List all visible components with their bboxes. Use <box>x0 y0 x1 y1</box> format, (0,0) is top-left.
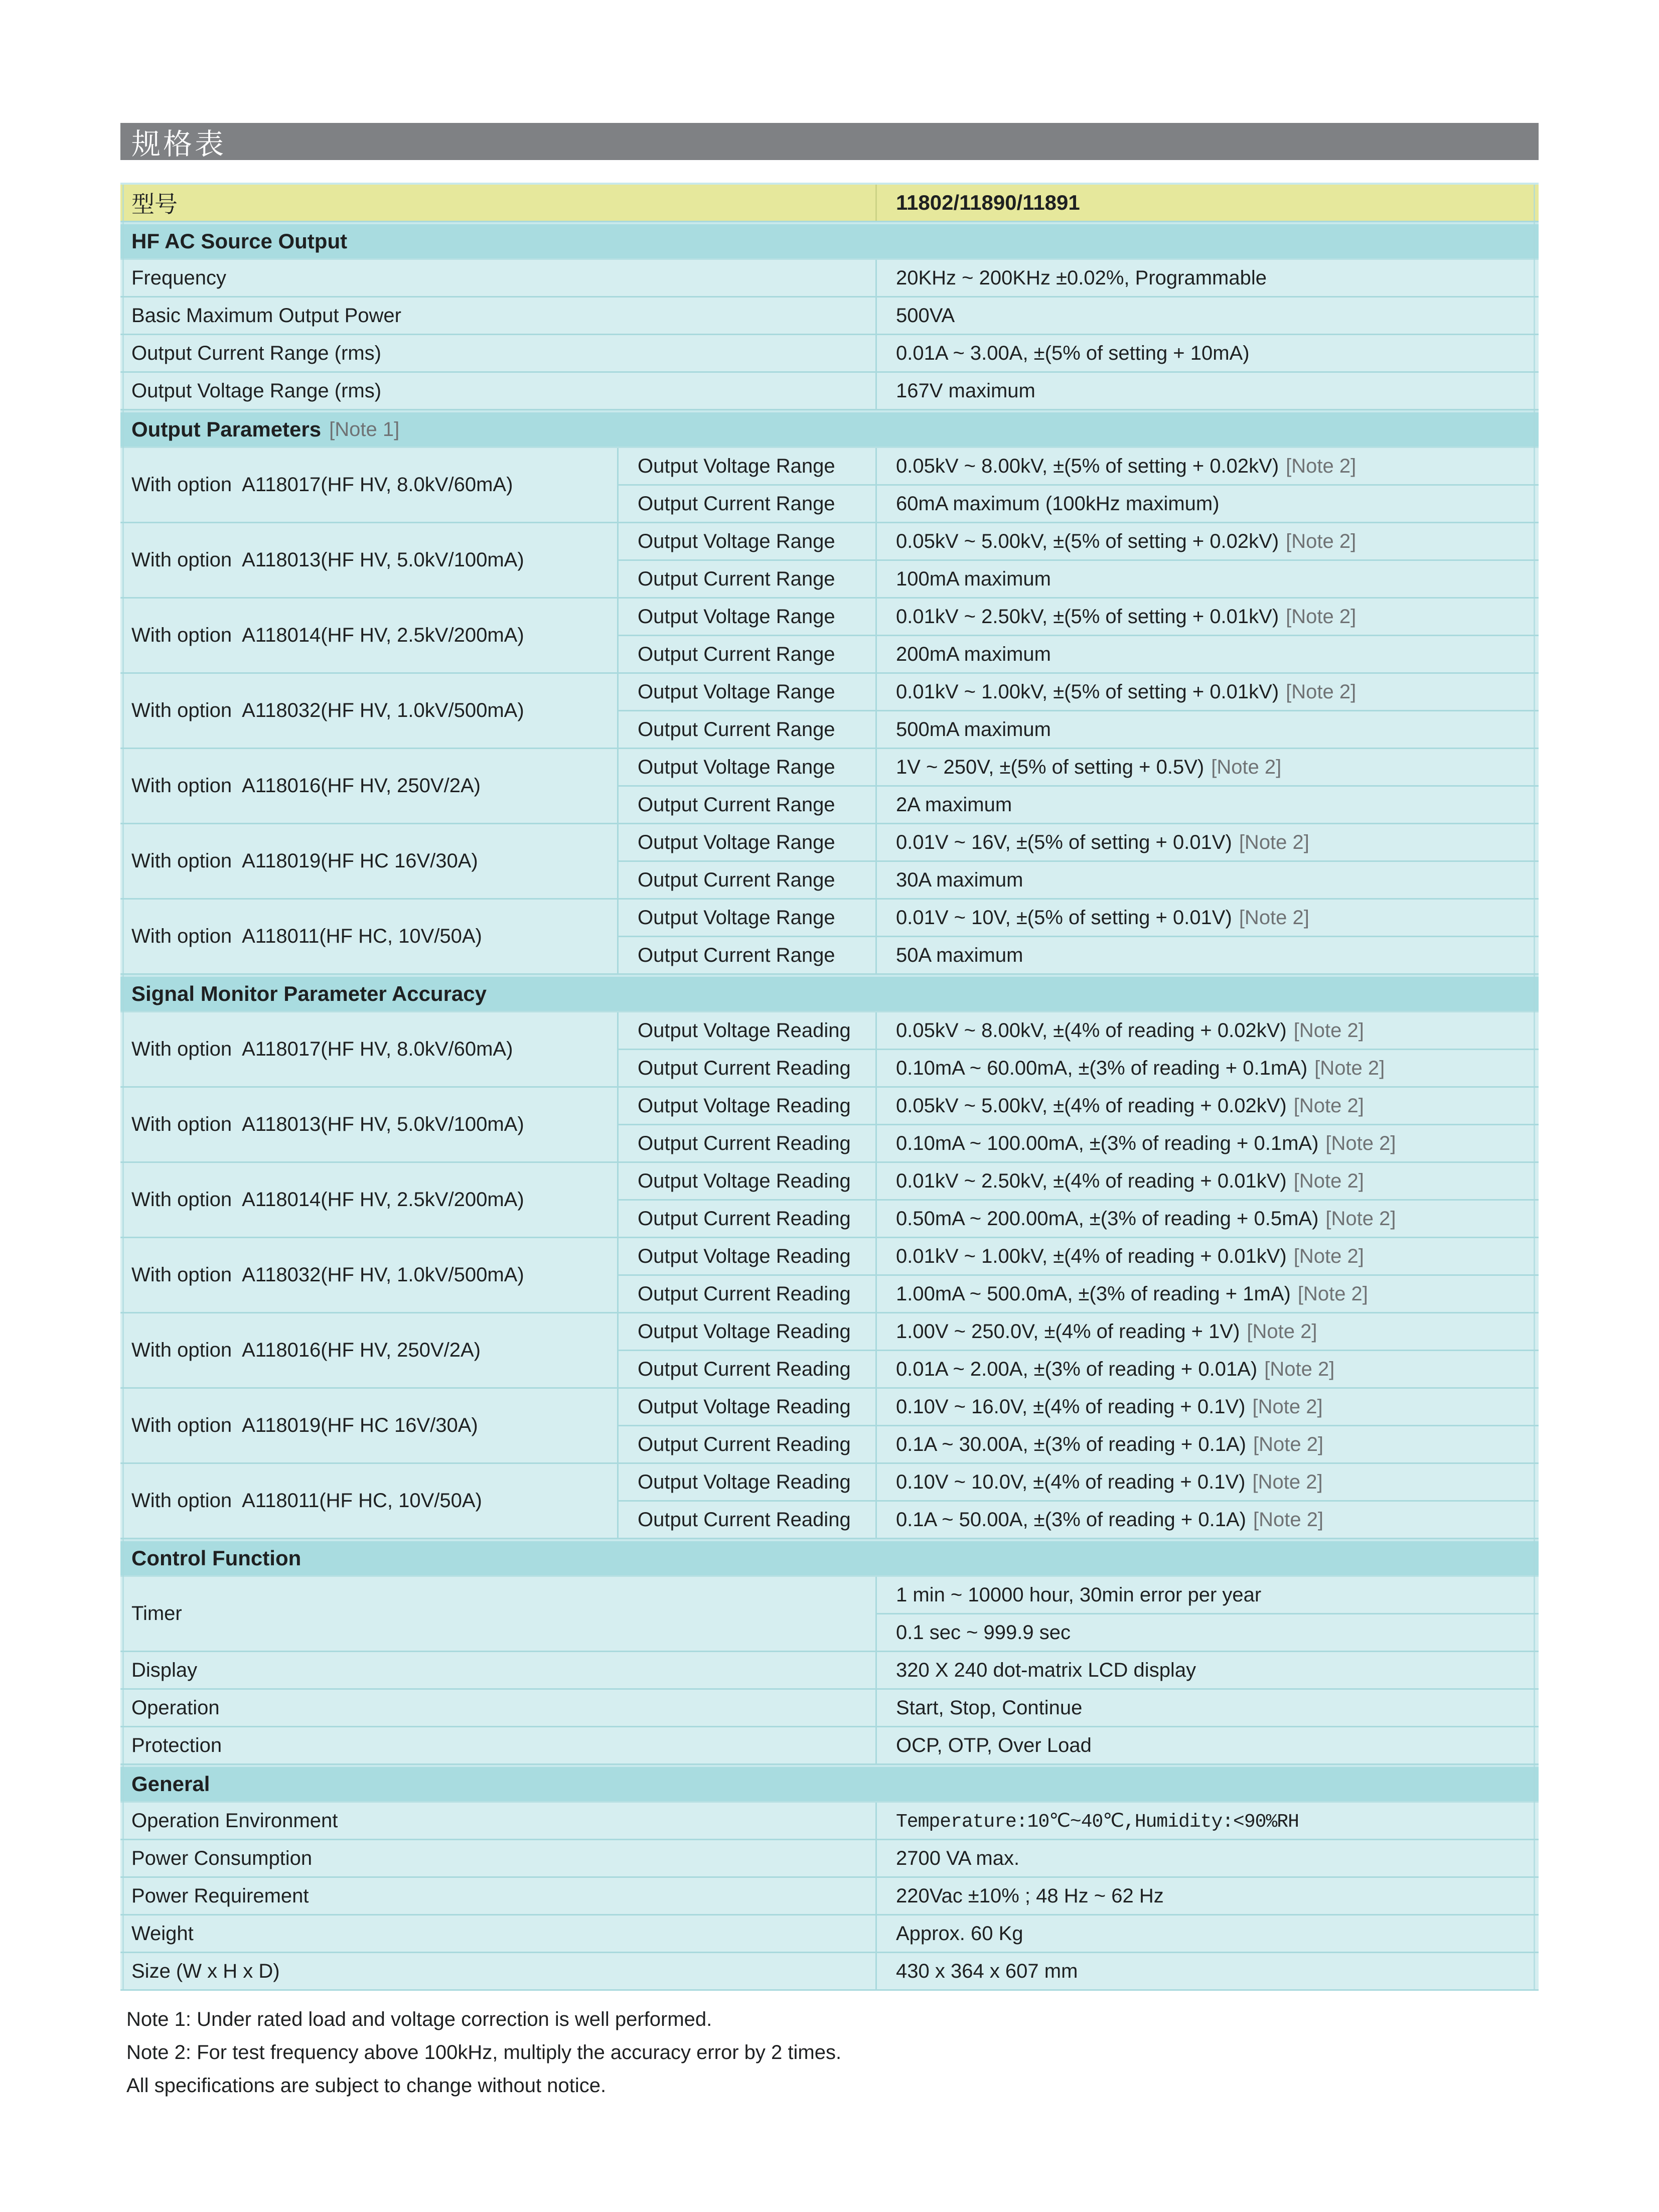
option-label: With option A118016(HF HV, 250V/2A) <box>131 1339 481 1361</box>
sub-row <box>617 936 1539 973</box>
sub-row <box>617 900 1539 936</box>
param-value <box>875 1351 1539 1387</box>
value-text: 0.05kV ~ 5.00kV, ±(5% of setting + 0.02kV) <box>896 530 1279 552</box>
row-label: Frequency <box>131 266 226 289</box>
param-label: Output Voltage Range <box>617 523 875 559</box>
section-title: General <box>131 1772 210 1796</box>
param-value <box>875 486 1539 522</box>
row-label: Timer <box>131 1602 182 1625</box>
value-text: 0.10mA ~ 100.00mA, ±(3% of reading + 0.1mA) <box>896 1132 1319 1154</box>
option-label: With option A118013(HF HV, 5.0kV/100mA) <box>131 549 524 571</box>
row-label: Output Current Range (rms) <box>131 342 381 364</box>
note-ref: [Note 2] <box>1253 1433 1324 1455</box>
param-label: Output Voltage Range <box>617 448 875 484</box>
param-value <box>875 1389 1539 1425</box>
table-row-weight <box>120 1915 1539 1953</box>
param-value <box>875 599 1539 635</box>
param-label: Output Current Range <box>617 711 875 748</box>
sub-row <box>617 599 1539 635</box>
title-bar <box>120 123 1539 160</box>
page-title: 规格表 <box>131 127 227 161</box>
param-label: Output Current Reading <box>617 1351 875 1387</box>
param-value <box>875 1502 1539 1538</box>
monitor-group-a118013 <box>120 1088 1539 1163</box>
param-label: Output Current Reading <box>617 1201 875 1237</box>
option-group-a118014 <box>120 599 1539 674</box>
value-text: 60mA maximum (100kHz maximum) <box>896 492 1220 515</box>
param-value <box>875 1163 1539 1199</box>
sub-row <box>617 860 1539 898</box>
footnote-2: Note 2: For test frequency above 100kHz, multiply the accuracy error by 2 times. <box>126 2041 842 2063</box>
param-value <box>875 711 1539 748</box>
sub-row <box>617 710 1539 748</box>
sub-row <box>617 1464 1539 1500</box>
param-value <box>875 1201 1539 1237</box>
param-label: Output Current Reading <box>617 1125 875 1161</box>
model-row <box>120 185 1539 222</box>
sub-row <box>617 1238 1539 1274</box>
note-ref: [Note 2] <box>1286 530 1356 552</box>
note-ref: [Note 2] <box>1252 1395 1323 1418</box>
param-label: Output Voltage Range <box>617 674 875 710</box>
param-value <box>875 448 1539 484</box>
row-label: Size (W x H x D) <box>131 1960 280 1982</box>
value-text: 2A maximum <box>896 793 1012 816</box>
table-row-operation-environment <box>120 1803 1539 1840</box>
row-value: Temperature:10℃~40℃,Humidity:<90%RH <box>875 1803 1539 1839</box>
table-row-display <box>120 1652 1539 1690</box>
param-label: Output Voltage Range <box>617 900 875 936</box>
param-value <box>875 1276 1539 1312</box>
row-value: Approx. 60 Kg <box>875 1915 1539 1952</box>
sub-row <box>617 1049 1539 1086</box>
option-group-a118013 <box>120 523 1539 599</box>
param-value <box>875 1426 1539 1462</box>
row-value: 0.1 sec ~ 999.9 sec <box>875 1614 1539 1651</box>
option-label: With option A118011(HF HC, 10V/50A) <box>131 925 482 947</box>
sub-row <box>875 1577 1539 1613</box>
value-text: 0.1A ~ 30.00A, ±(3% of reading + 0.1A) <box>896 1433 1246 1455</box>
value-text: 30A maximum <box>896 868 1023 891</box>
param-label: Output Voltage Reading <box>617 1313 875 1350</box>
param-label: Output Voltage Reading <box>617 1389 875 1425</box>
param-value <box>875 787 1539 823</box>
sub-row <box>617 484 1539 522</box>
row-value: 0.01A ~ 3.00A, ±(5% of setting + 10mA) <box>875 335 1539 371</box>
sub-row <box>617 1425 1539 1462</box>
option-group-a118019 <box>120 824 1539 900</box>
option-label: With option A118011(HF HC, 10V/50A) <box>131 1490 482 1512</box>
sub-row <box>617 1274 1539 1312</box>
sub-row <box>617 1163 1539 1199</box>
note-ref: [Note 2] <box>1286 455 1356 477</box>
param-label: Output Voltage Range <box>617 599 875 635</box>
note-ref: [Note 2] <box>1325 1132 1396 1154</box>
row-label: Operation Environment <box>131 1809 338 1832</box>
value-text: 0.05kV ~ 8.00kV, ±(4% of reading + 0.02kV) <box>896 1019 1287 1042</box>
option-label: With option A118032(HF HV, 1.0kV/500mA) <box>131 699 524 721</box>
param-label: Output Current Reading <box>617 1276 875 1312</box>
row-label: Power Consumption <box>131 1847 313 1869</box>
monitor-group-a118016 <box>120 1313 1539 1389</box>
section-title: Signal Monitor Parameter Accuracy <box>131 982 487 1005</box>
param-label: Output Current Range <box>617 561 875 597</box>
option-group-a118016 <box>120 749 1539 824</box>
param-label: Output Current Range <box>617 787 875 823</box>
monitor-group-a118019 <box>120 1389 1539 1464</box>
note-ref: [Note 2] <box>1239 831 1309 853</box>
row-label: Operation <box>131 1696 220 1719</box>
value-text: 0.10V ~ 16.0V, ±(4% of reading + 0.1V) <box>896 1395 1246 1418</box>
row-label: Output Voltage Range (rms) <box>131 379 382 402</box>
section-header-hf-ac-source-output <box>120 222 1539 260</box>
value-text: 0.05kV ~ 5.00kV, ±(4% of reading + 0.02kV) <box>896 1094 1287 1117</box>
value-text: 0.10V ~ 10.0V, ±(4% of reading + 0.1V) <box>896 1470 1246 1493</box>
value-text: 0.05kV ~ 8.00kV, ±(5% of setting + 0.02kV) <box>896 455 1279 477</box>
option-group-a118032 <box>120 674 1539 749</box>
value-text: 0.01A ~ 2.00A, ±(3% of reading + 0.01A) <box>896 1358 1258 1380</box>
table-row-power-requirement <box>120 1878 1539 1915</box>
value-text: 0.50mA ~ 200.00mA, ±(3% of reading + 0.5mA) <box>896 1207 1319 1230</box>
note-ref: [Note 2] <box>1239 906 1309 929</box>
section-header-signal-monitor <box>120 975 1539 1012</box>
value-text: 200mA maximum <box>896 643 1051 665</box>
sub-row <box>617 674 1539 710</box>
param-label: Output Voltage Range <box>617 824 875 860</box>
param-value <box>875 674 1539 710</box>
note-ref: [Note 2] <box>1293 1019 1364 1042</box>
sub-row <box>617 1350 1539 1387</box>
option-label: With option A118016(HF HV, 250V/2A) <box>131 775 481 797</box>
option-label: With option A118032(HF HV, 1.0kV/500mA) <box>131 1264 524 1286</box>
param-value <box>875 1125 1539 1161</box>
param-value <box>875 561 1539 597</box>
model-label: 型号 <box>131 191 178 218</box>
param-value <box>875 824 1539 860</box>
param-label: Output Voltage Reading <box>617 1012 875 1049</box>
table-row-max-output-power <box>120 298 1539 335</box>
monitor-group-a118032 <box>120 1238 1539 1313</box>
note-ref: [Note 2] <box>1264 1358 1335 1380</box>
note-ref: [Note 2] <box>1252 1470 1323 1493</box>
sub-row <box>617 559 1539 597</box>
option-label: With option A118019(HF HC 16V/30A) <box>131 1414 478 1436</box>
sub-row <box>617 1389 1539 1425</box>
option-label: With option A118019(HF HC 16V/30A) <box>131 850 478 872</box>
row-value: Start, Stop, Continue <box>875 1690 1539 1726</box>
option-group-a118017 <box>120 448 1539 523</box>
section-title: HF AC Source Output <box>131 229 348 253</box>
section-header-general <box>120 1765 1539 1803</box>
value-text: 0.01kV ~ 2.50kV, ±(4% of reading + 0.01kV) <box>896 1169 1287 1192</box>
spec-table <box>120 183 1539 1991</box>
row-value: 430 x 364 x 607 mm <box>875 1953 1539 1989</box>
value-text: 0.1A ~ 50.00A, ±(3% of reading + 0.1A) <box>896 1508 1246 1531</box>
row-value: 1 min ~ 10000 hour, 30min error per year <box>875 1577 1539 1613</box>
row-value: 2700 VA max. <box>875 1840 1539 1876</box>
option-label: With option A118017(HF HV, 8.0kV/60mA) <box>131 474 513 496</box>
footnote-3: All specifications are subject to change without notice. <box>126 2075 607 2097</box>
option-group-a118011 <box>120 900 1539 975</box>
row-label: Weight <box>131 1922 194 1945</box>
footnote-1: Note 1: Under rated load and voltage correction is well performed. <box>126 2008 712 2030</box>
param-label: Output Current Range <box>617 636 875 672</box>
option-label: With option A118017(HF HV, 8.0kV/60mA) <box>131 1038 513 1060</box>
note-ref: [Note 2] <box>1286 680 1356 703</box>
table-row-power-consumption <box>120 1840 1539 1878</box>
table-row-protection <box>120 1727 1539 1765</box>
param-value <box>875 1012 1539 1049</box>
row-value: 220Vac ±10% ; 48 Hz ~ 62 Hz <box>875 1878 1539 1914</box>
sub-row <box>617 523 1539 559</box>
monitor-group-a118011 <box>120 1464 1539 1539</box>
param-label: Output Current Reading <box>617 1426 875 1462</box>
param-value <box>875 523 1539 559</box>
note-ref: [Note 2] <box>1325 1207 1396 1230</box>
monitor-group-a118017 <box>120 1012 1539 1088</box>
param-value <box>875 1464 1539 1500</box>
param-value <box>875 636 1539 672</box>
note-ref: [Note 2] <box>1314 1057 1385 1079</box>
param-label: Output Current Range <box>617 486 875 522</box>
param-value <box>875 1238 1539 1274</box>
section-title: Control Function <box>131 1546 301 1570</box>
note-ref: [Note 2] <box>1211 756 1282 778</box>
value-text: 50A maximum <box>896 944 1023 966</box>
sub-row <box>617 448 1539 484</box>
value-text: 0.01V ~ 10V, ±(5% of setting + 0.01V) <box>896 906 1232 929</box>
row-value: 320 X 240 dot-matrix LCD display <box>875 1652 1539 1688</box>
value-text: 1.00V ~ 250.0V, ±(4% of reading + 1V) <box>896 1320 1240 1343</box>
value-text: 0.01V ~ 16V, ±(5% of setting + 0.01V) <box>896 831 1232 853</box>
table-row-output-current-range <box>120 335 1539 373</box>
param-value <box>875 900 1539 936</box>
sub-row <box>617 1012 1539 1049</box>
footnotes <box>126 2003 841 2102</box>
value-text: 500mA maximum <box>896 718 1051 741</box>
sub-row <box>617 1088 1539 1124</box>
param-value <box>875 1313 1539 1350</box>
row-value: 20KHz ~ 200KHz ±0.02%, Programmable <box>875 260 1539 296</box>
sub-row <box>617 749 1539 785</box>
row-value: OCP, OTP, Over Load <box>875 1727 1539 1763</box>
section-header-control-function <box>120 1539 1539 1577</box>
sub-row <box>617 1313 1539 1350</box>
note-ref: [Note 2] <box>1293 1094 1364 1117</box>
note-ref: [Note 2] <box>1247 1320 1317 1343</box>
value-text: 1V ~ 250V, ±(5% of setting + 0.5V) <box>896 756 1204 778</box>
section-note-ref: [Note 1] <box>329 418 400 440</box>
note-ref: [Note 2] <box>1293 1245 1364 1267</box>
table-row-operation <box>120 1690 1539 1727</box>
sub-row <box>617 1199 1539 1237</box>
sub-row <box>617 635 1539 672</box>
param-label: Output Current Reading <box>617 1050 875 1086</box>
sub-row <box>617 1124 1539 1161</box>
row-label: Basic Maximum Output Power <box>131 304 401 327</box>
param-label: Output Voltage Range <box>617 749 875 785</box>
param-label: Output Voltage Reading <box>617 1163 875 1199</box>
monitor-group-a118014 <box>120 1163 1539 1238</box>
table-row-size <box>120 1953 1539 1991</box>
param-label: Output Current Range <box>617 937 875 973</box>
param-label: Output Current Reading <box>617 1502 875 1538</box>
row-value: 167V maximum <box>875 373 1539 409</box>
row-label: Display <box>131 1659 198 1681</box>
sub-row <box>617 824 1539 860</box>
table-row-frequency <box>120 260 1539 298</box>
param-value <box>875 937 1539 973</box>
value-text: 0.01kV ~ 1.00kV, ±(4% of reading + 0.01kV) <box>896 1245 1287 1267</box>
option-label: With option A118014(HF HV, 2.5kV/200mA) <box>131 624 524 646</box>
param-label: Output Voltage Reading <box>617 1464 875 1500</box>
row-label: Protection <box>131 1734 222 1756</box>
param-value <box>875 1088 1539 1124</box>
param-value <box>875 862 1539 898</box>
note-ref: [Note 2] <box>1297 1282 1368 1305</box>
param-value <box>875 1050 1539 1086</box>
value-text: 0.10mA ~ 60.00mA, ±(3% of reading + 0.1mA) <box>896 1057 1308 1079</box>
sub-row <box>875 1613 1539 1651</box>
param-label: Output Current Range <box>617 862 875 898</box>
option-label: With option A118014(HF HV, 2.5kV/200mA) <box>131 1189 524 1211</box>
value-text: 1.00mA ~ 500.0mA, ±(3% of reading + 1mA) <box>896 1282 1291 1305</box>
table-row-output-voltage-range <box>120 373 1539 410</box>
value-text: 100mA maximum <box>896 567 1051 590</box>
row-value: 500VA <box>875 298 1539 334</box>
section-title: Output Parameters <box>131 417 322 441</box>
model-value: 11802/11890/11891 <box>875 185 1539 221</box>
section-header-output-parameters <box>120 410 1539 448</box>
param-value <box>875 749 1539 785</box>
param-label: Output Voltage Reading <box>617 1088 875 1124</box>
value-text: 0.01kV ~ 1.00kV, ±(5% of setting + 0.01kV) <box>896 680 1279 703</box>
note-ref: [Note 2] <box>1293 1169 1364 1192</box>
value-text: 0.01kV ~ 2.50kV, ±(5% of setting + 0.01kV) <box>896 605 1279 628</box>
option-label: With option A118013(HF HV, 5.0kV/100mA) <box>131 1113 524 1135</box>
timer-group <box>120 1577 1539 1652</box>
note-ref: [Note 2] <box>1253 1508 1324 1531</box>
row-label: Power Requirement <box>131 1884 309 1907</box>
param-label: Output Voltage Reading <box>617 1238 875 1274</box>
sub-row <box>617 785 1539 823</box>
sub-row <box>617 1500 1539 1538</box>
note-ref: [Note 2] <box>1286 605 1356 628</box>
